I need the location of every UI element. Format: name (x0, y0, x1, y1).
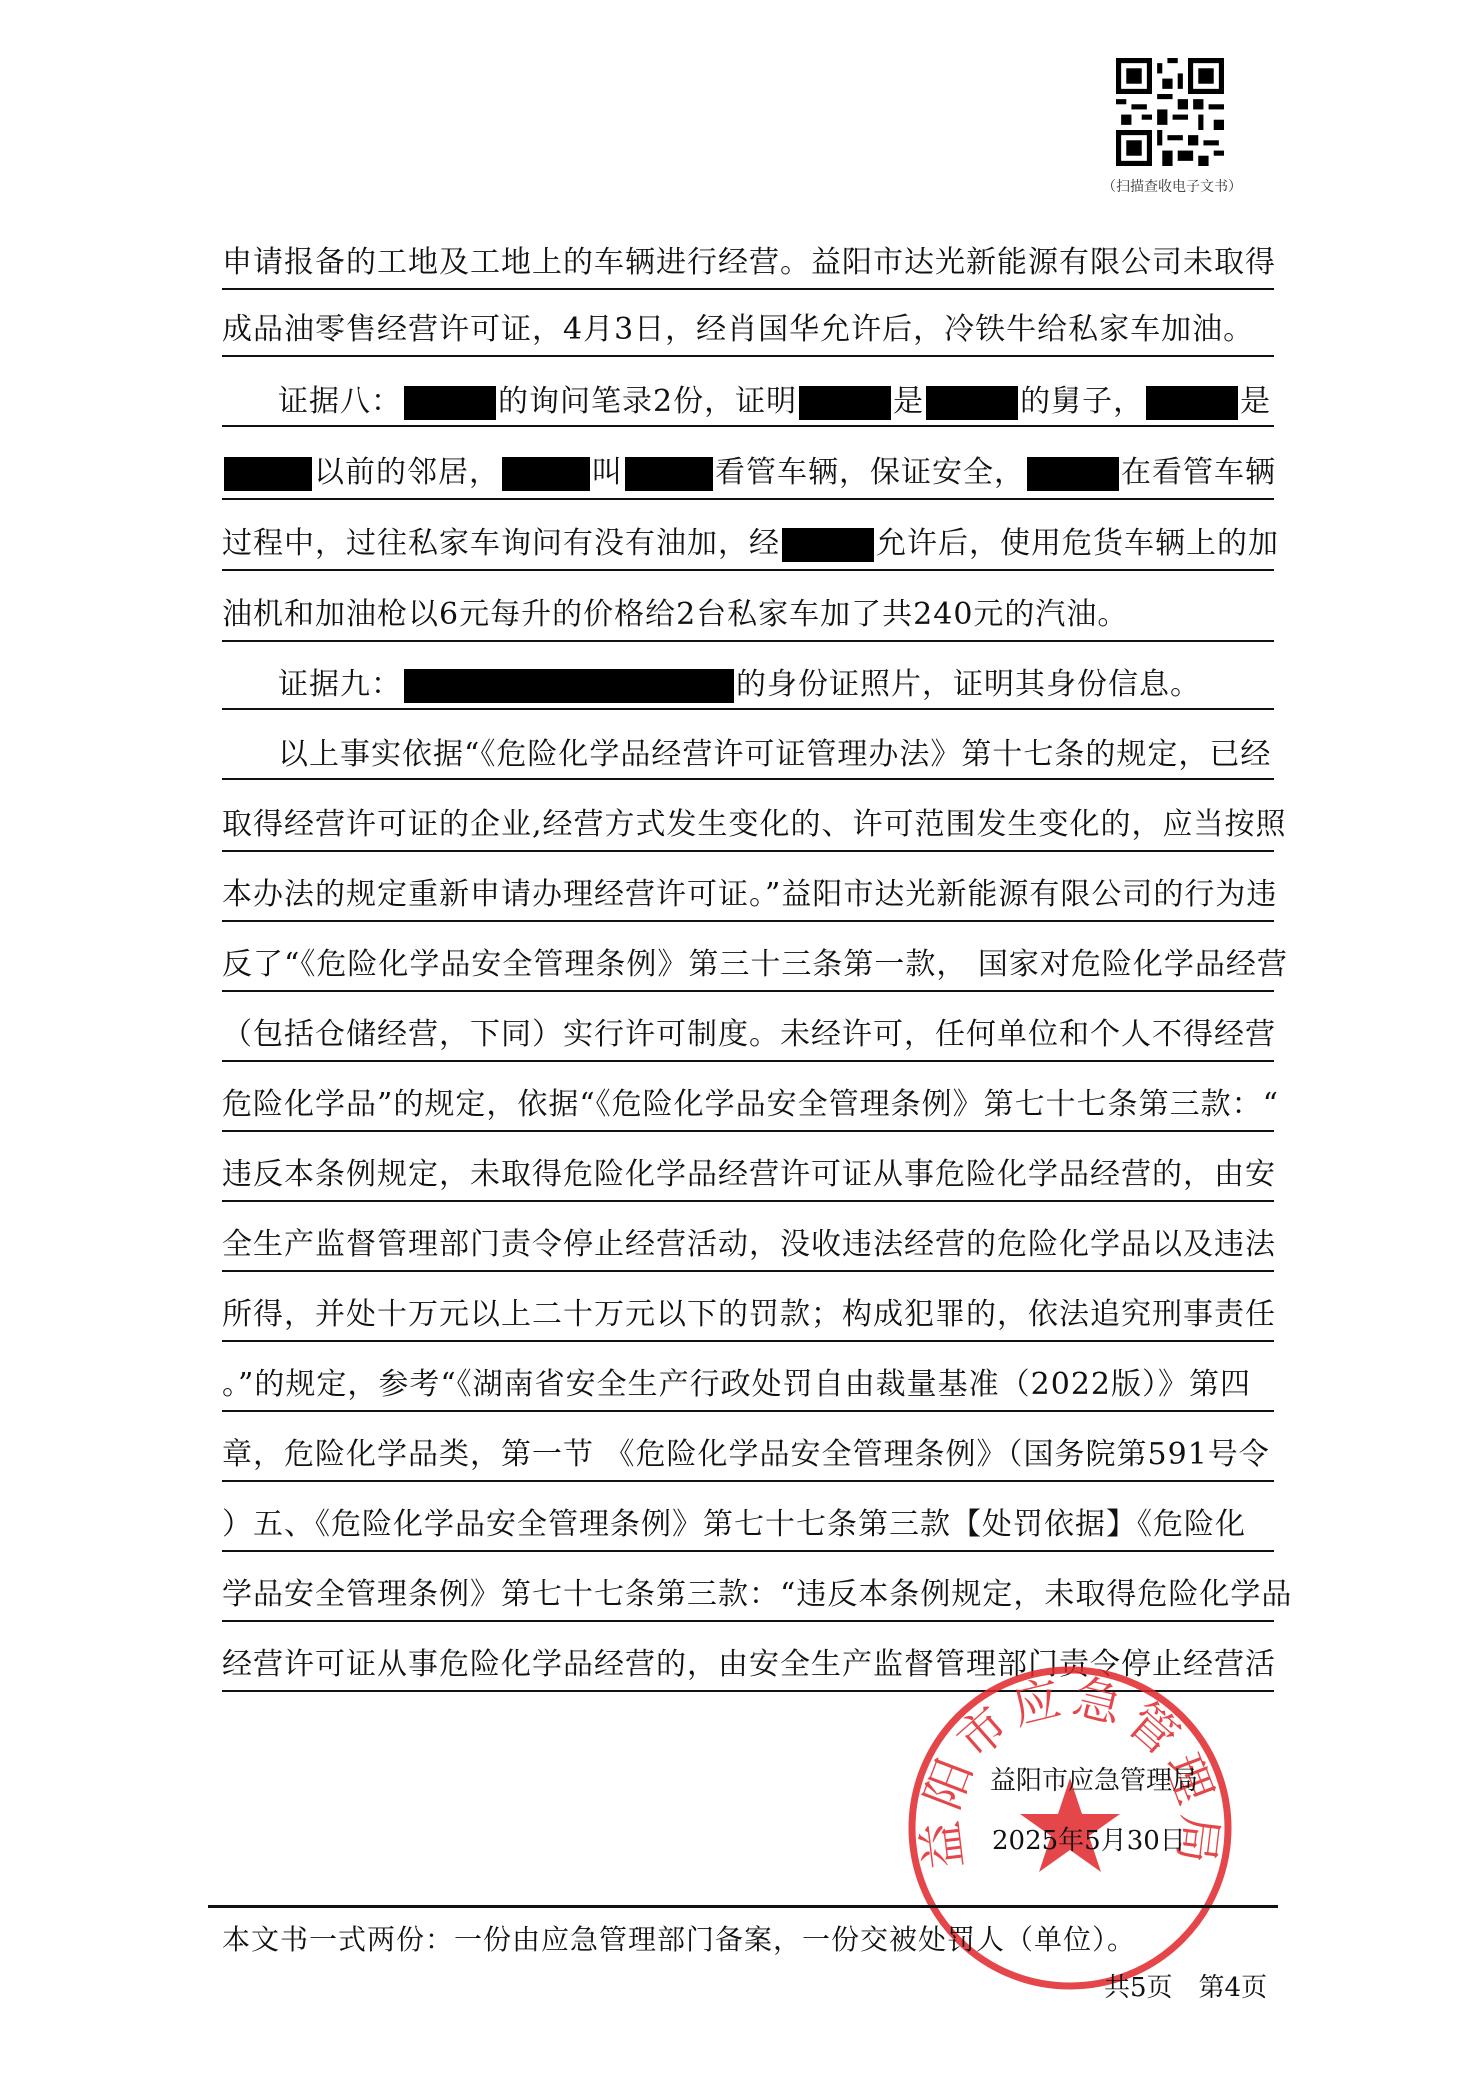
redaction (224, 457, 312, 491)
issuing-authority: 益阳市应急管理局 (990, 1766, 1199, 1796)
legal-line: 反了“《危险化学品安全管理条例》第三十三条第一款， 国家对危险化学品经营 (222, 940, 1274, 992)
redaction (404, 669, 734, 703)
legal-line: 本办法的规定重新申请办理经营许可证。”益阳市达光新能源有限公司的行为违 (222, 870, 1274, 922)
legal-line: ）五、《危险化学品安全管理条例》第七十七条第三款【处罚依据】《危险化 (222, 1500, 1274, 1552)
evidence9-line (222, 660, 1274, 710)
evidence9-label: 证据九： (278, 667, 402, 702)
legal-line: 危险化学品”的规定，依据“《危险化学品安全管理条例》第七十七条第三款：“ (222, 1080, 1274, 1132)
redaction (1146, 386, 1238, 420)
evidence8-line4: 油机和加油枪以6元每升的价格给2台私家车加了共240元的汽油。 (222, 590, 1274, 642)
text-fragment: 的舅子， (1020, 384, 1145, 419)
redaction (502, 457, 590, 491)
legal-line: 章，危险化学品类，第一节 《危险化学品安全管理条例》（国务院第591号令 (222, 1430, 1274, 1482)
body-line: 申请报备的工地及工地上的车辆进行经营。益阳市达光新能源有限公司未取得 (222, 238, 1274, 290)
legal-line: 学品安全管理条例》第七十七条第三款：“违反本条例规定，未取得危险化学品 (222, 1570, 1274, 1622)
qr-code (1116, 58, 1224, 166)
text-fragment: 以前的邻居， (314, 455, 500, 490)
footer-divider (208, 1905, 1278, 1908)
evidence8-line2 (222, 448, 1274, 500)
text-fragment: 过程中， (222, 526, 346, 561)
evidence8-line1 (222, 377, 1274, 427)
text-fragment: 是 (893, 384, 925, 419)
page-number: 共5页 第4页 (1104, 1973, 1268, 2003)
svg-text:益阳市应急管理局: 益阳市应急管理局 (911, 1668, 1229, 1873)
evidence8-line3 (222, 519, 1279, 571)
text-fragment: 叫 (592, 455, 623, 490)
redaction (404, 386, 496, 420)
legal-line: 所得，并处十万元以上二十万元以下的罚款；构成犯罪的，依法追究刑事责任 (222, 1290, 1274, 1342)
legal-line: 违反本条例规定，未取得危险化学品经营许可证从事危险化学品经营的，由安 (222, 1150, 1274, 1202)
redaction (625, 457, 713, 491)
qr-caption: （扫描查收电子文书） (1102, 179, 1242, 195)
text-fragment: 是 (1240, 384, 1272, 419)
footer-note: 本文书一式两份：一份由应急管理部门备案，一份交被处罚人（单位）。 (222, 1923, 1137, 1956)
body-line: 成品油零售经营许可证，4月3日，经肖国华允许后，冷铁牛给私家车加油。 (222, 305, 1274, 357)
legal-line: 。”的规定，参考“《湖南省安全生产行政处罚自由裁量基准（2022版）》第四 (222, 1360, 1274, 1412)
text-fragment: 的询问笔录2份，证明 (498, 384, 798, 419)
text-fragment: 看管车辆，保证安全， (715, 455, 1025, 490)
legal-line: （包括仓储经营，下同）实行许可制度。未经许可，任何单位和个人不得经营 (222, 1010, 1274, 1062)
text-fragment: 在看管车辆 (1121, 455, 1276, 490)
redaction (1027, 457, 1119, 491)
legal-line: 以上事实依据“《危险化学品经营许可证管理办法》第十七条的规定，已经 (222, 730, 1274, 780)
legal-line: 取得经营许可证的企业,经营方式发生变化的、许可范围发生变化的，应当按照 (222, 800, 1274, 852)
legal-line: 经营许可证从事危险化学品经营的，由安全生产监督管理部门责令停止经营活 (222, 1640, 1274, 1692)
redaction (926, 386, 1018, 420)
redaction (799, 386, 891, 420)
redaction (782, 528, 874, 562)
text-fragment: 允许后，使用危货车辆上的加 (876, 526, 1279, 561)
issue-date: 2025年5月30日 (992, 1826, 1186, 1856)
evidence8-label: 证据八： (278, 384, 402, 419)
text-fragment: 的身份证照片，证明其身份信息。 (736, 667, 1201, 702)
legal-line: 全生产监督管理部门责令停止经营活动，没收违法经营的危险化学品以及违法 (222, 1220, 1274, 1272)
text-fragment: 过往私家车询问有没有油加，经 (346, 526, 780, 561)
